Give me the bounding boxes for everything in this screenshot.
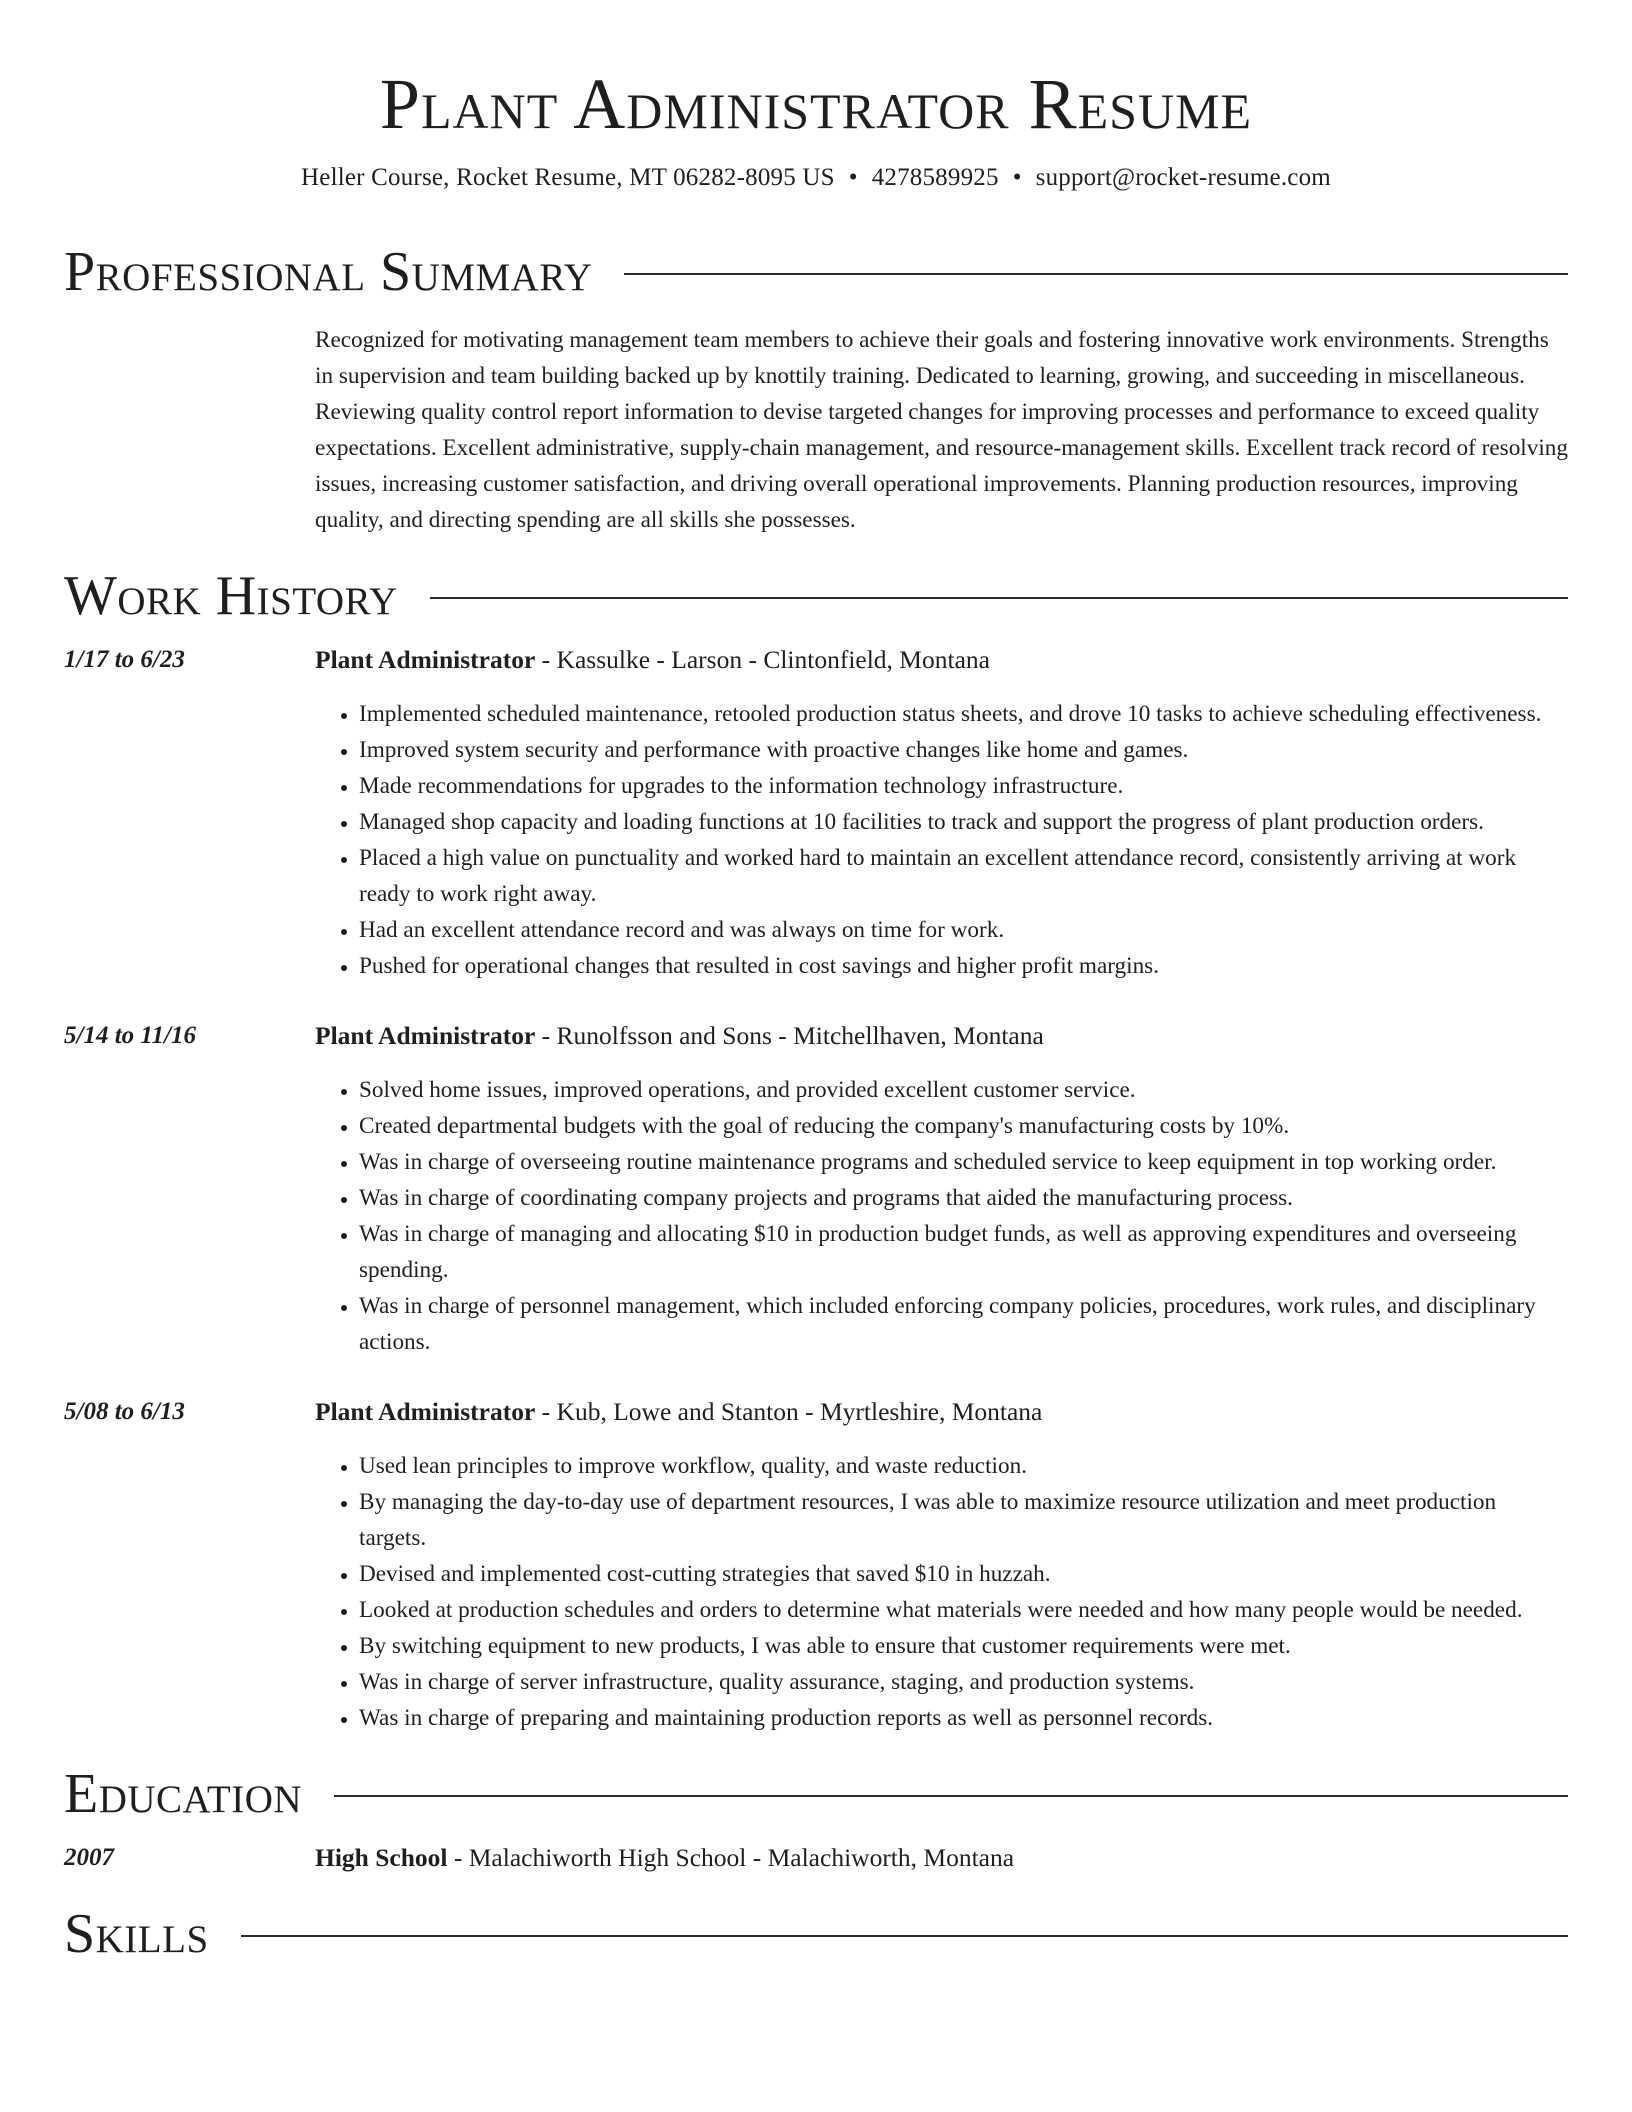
resume-page bbox=[64, 0, 1568, 1966]
education-heading bbox=[315, 1840, 1568, 1876]
section-title-skills: Skills bbox=[64, 1903, 209, 1965]
job-entry bbox=[64, 1018, 1568, 1360]
education-entry bbox=[64, 1840, 1568, 1876]
job-employer: - Runolfsson and Sons - Mitchellhaven, Montana bbox=[535, 1021, 1044, 1050]
job-bullet: • Placed a high value on punctuality and worked hard to maintain an excellent attendance record, consistently arriving at work ready to work right away. bbox=[359, 840, 1568, 912]
section-header-work-history bbox=[64, 564, 1568, 628]
section-header-skills bbox=[64, 1902, 1568, 1966]
job-bullet: • Improved system security and performance with proactive changes like home and games. bbox=[359, 732, 1568, 768]
contact-separator: • bbox=[1012, 164, 1022, 191]
job-bullets bbox=[315, 1072, 1568, 1360]
job-heading bbox=[315, 642, 1568, 678]
job-bullet: • Was in charge of preparing and maintaining production reports as well as personnel records. bbox=[359, 1700, 1568, 1736]
education-degree: High School bbox=[315, 1843, 448, 1872]
contact-separator: • bbox=[848, 164, 858, 191]
job-bullet: • Used lean principles to improve workflow, quality, and waste reduction. bbox=[359, 1448, 1568, 1484]
job-bullet: • Made recommendations for upgrades to the information technology infrastructure. bbox=[359, 768, 1568, 804]
job-bullet: • Was in charge of coordinating company projects and programs that aided the manufacturing process. bbox=[359, 1180, 1568, 1216]
section-title-education: Education bbox=[64, 1763, 303, 1825]
job-entry bbox=[64, 642, 1568, 984]
education-year: 2007 bbox=[64, 1844, 114, 1871]
section-title-work-history: Work History bbox=[64, 565, 398, 627]
job-entry bbox=[64, 1394, 1568, 1736]
job-bullet: • Pushed for operational changes that resulted in cost savings and higher profit margins. bbox=[359, 948, 1568, 984]
job-bullet: • Was in charge of overseeing routine maintenance programs and scheduled service to keep equipment in top working order. bbox=[359, 1144, 1568, 1180]
contact-address: Heller Course, Rocket Resume, MT 06282-8095 US bbox=[301, 164, 835, 191]
job-title: Plant Administrator bbox=[315, 645, 536, 674]
job-employer: - Kub, Lowe and Stanton - Myrtleshire, Montana bbox=[535, 1397, 1043, 1426]
job-body bbox=[315, 1394, 1568, 1736]
section-title-summary: Professional Summary bbox=[64, 241, 593, 303]
job-bullet: • Managed shop capacity and loading functions at 10 facilities to track and support the progress of plant production orders. bbox=[359, 804, 1568, 840]
section-divider bbox=[430, 597, 1568, 599]
job-dates: 5/08 to 6/13 bbox=[64, 1398, 185, 1425]
job-bullets bbox=[315, 1448, 1568, 1736]
job-bullet: • Created departmental budgets with the goal of reducing the company's manufacturing costs by 10%. bbox=[359, 1108, 1568, 1144]
section-header-summary bbox=[64, 240, 1568, 304]
job-bullet: • Was in charge of server infrastructure, quality assurance, staging, and production systems. bbox=[359, 1664, 1568, 1700]
job-bullet: • By managing the day-to-day use of department resources, I was able to maximize resource utilization and meet production targets. bbox=[359, 1484, 1568, 1556]
job-dates: 5/14 to 11/16 bbox=[64, 1022, 196, 1049]
job-bullet: • Was in charge of managing and allocating $10 in production budget funds, as well as approving expenditures and overseeing spending. bbox=[359, 1216, 1568, 1288]
section-divider bbox=[334, 1795, 1568, 1797]
job-bullet: • Implemented scheduled maintenance, retooled production status sheets, and drove 10 tasks to achieve scheduling effectiveness. bbox=[359, 696, 1568, 732]
job-bullets bbox=[315, 696, 1568, 984]
section-divider bbox=[624, 273, 1568, 275]
education-school: - Malachiworth High School - Malachiworth, Montana bbox=[447, 1843, 1015, 1872]
job-bullet: • Looked at production schedules and orders to determine what materials were needed and how many people would be needed. bbox=[359, 1592, 1568, 1628]
job-bullet: • Devised and implemented cost-cutting strategies that saved $10 in huzzah. bbox=[359, 1556, 1568, 1592]
job-bullet: • Solved home issues, improved operations, and provided excellent customer service. bbox=[359, 1072, 1568, 1108]
job-dates: 1/17 to 6/23 bbox=[64, 646, 185, 673]
job-heading bbox=[315, 1394, 1568, 1430]
job-employer: - Kassulke - Larson - Clintonfield, Montana bbox=[535, 645, 990, 674]
contact-line bbox=[64, 162, 1568, 194]
section-header-education bbox=[64, 1762, 1568, 1826]
summary-text: Recognized for motivating management team members to achieve their goals and fostering innovative work environments. Strengths in supervision and team building backed up by knottily training. Dedicated to learning, growing, and succeeding in miscellaneous. Reviewing quality control report information to devise targeted changes for improving processes and performance to exceed quality expectations. Excellent administrative, supply-chain management, and resource-management skills. Excellent track record of resolving issues, increasing customer satisfaction, and driving overall operational improvements. Planning production resources, improving quality, and directing spending are all skills she possesses. bbox=[315, 327, 1568, 533]
contact-email: support@rocket-resume.com bbox=[1035, 164, 1331, 191]
contact-phone: 4278589925 bbox=[871, 164, 999, 191]
education-body bbox=[315, 1840, 1568, 1876]
job-body bbox=[315, 642, 1568, 984]
page-title: Plant Administrator Resume bbox=[379, 64, 1253, 144]
job-bullet: • By switching equipment to new products, I was able to ensure that customer requirements were met. bbox=[359, 1628, 1568, 1664]
job-body bbox=[315, 1018, 1568, 1360]
job-title: Plant Administrator bbox=[315, 1021, 536, 1050]
section-divider bbox=[241, 1935, 1568, 1937]
job-title: Plant Administrator bbox=[315, 1397, 536, 1426]
job-bullet: • Was in charge of personnel management, which included enforcing company policies, procedures, work rules, and disciplinary actions. bbox=[359, 1288, 1568, 1360]
job-bullet: • Had an excellent attendance record and was always on time for work. bbox=[359, 912, 1568, 948]
job-heading bbox=[315, 1018, 1568, 1054]
